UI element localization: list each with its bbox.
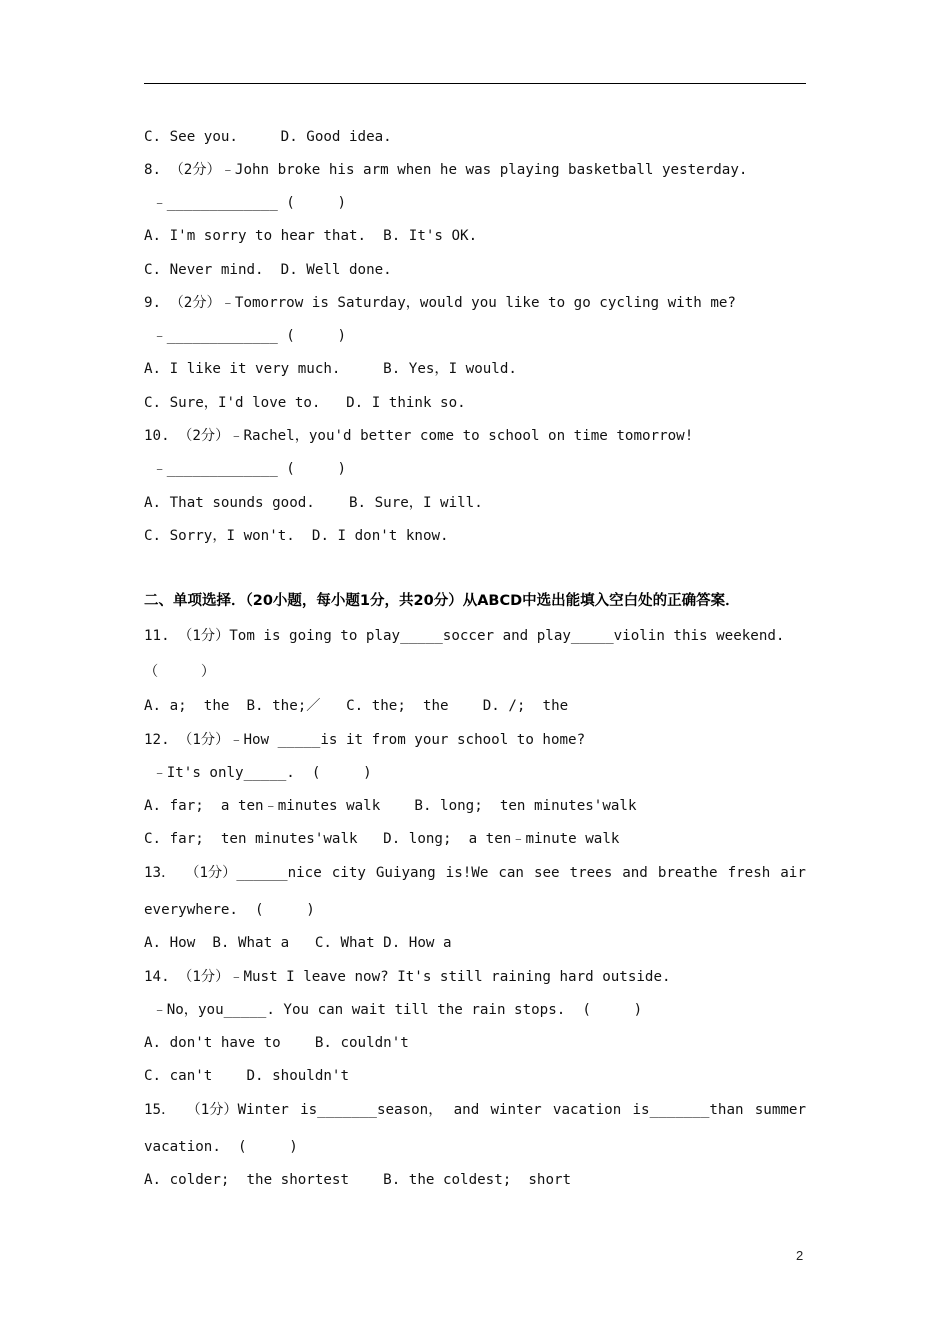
q13-prompt	[144, 864, 806, 882]
q9-prompt: 9. （2分）﹣Tomorrow is Saturday，would you like to go cycling with me?	[144, 295, 736, 311]
q15-answer-line: vacation. ( )	[144, 1139, 298, 1155]
q9-answer-blank: ﹣_____________ ( )	[144, 328, 347, 344]
q14-options-cd: C. can't D. shouldn't	[144, 1068, 349, 1084]
section-2-heading: 二、单项选择．（20小题，每小题1分，共20分）从ABCD中选出能填入空白处的正确答案．	[144, 593, 740, 609]
q15-word: is_______than	[632, 1102, 744, 1118]
q15-options-ab: A. colder; the shortest B. the coldest; short	[144, 1172, 572, 1188]
header-rule	[144, 83, 806, 84]
q12-prompt: 12. （1分）﹣How _____is it from your school to home?	[144, 732, 586, 748]
q15-word: （1分）Winter	[186, 1102, 289, 1118]
q11-answer-paren: （ ）	[144, 664, 216, 680]
q7-options-cd: C. See you. D. Good idea.	[144, 129, 392, 145]
q12-answer-line: ﹣It's only_____. ( )	[144, 765, 372, 781]
q13-answer-line: everywhere. ( )	[144, 902, 315, 918]
q13-word: Guiyang	[375, 865, 436, 881]
q10-prompt: 10. （2分）﹣Rachel，you'd better come to school on time tomorrow!	[144, 428, 694, 444]
q13-word: and	[622, 865, 648, 881]
q8-options-ab: A. I'm sorry to hear that. B. It's OK.	[144, 228, 478, 244]
q9-options-cd: C. Sure，I'd love to. D. I think so.	[144, 395, 466, 411]
q14-answer-line: ﹣No，you_____. You can wait till the rain stops. ( )	[144, 1002, 643, 1018]
q13-word: is!We	[445, 865, 489, 881]
q15-word: is_______season，	[300, 1102, 443, 1118]
q10-options-cd: C. Sorry，I won't. D. I don't know.	[144, 528, 449, 544]
q13-word: breathe	[657, 865, 718, 881]
q10-answer-blank: ﹣_____________ ( )	[144, 461, 347, 477]
q8-options-cd: C. Never mind. D. Well done.	[144, 262, 392, 278]
q13-word: city	[331, 865, 366, 881]
q15-word: 15．	[144, 1102, 176, 1118]
q15-word: summer	[754, 1102, 806, 1118]
q11-options: A. a; the B. the;／ C. the; the D. /; the	[144, 698, 569, 714]
q13-word: see	[533, 865, 560, 881]
q15-word: vacation	[552, 1102, 622, 1118]
q15-prompt	[144, 1101, 806, 1119]
q8-prompt: 8. （2分）﹣John broke his arm when he was playing basketball yesterday.	[144, 162, 748, 178]
q12-options-cd: C. far; ten minutes'walk D. long; a ten﹣minute walk	[144, 831, 620, 847]
q13-word: 13．	[144, 865, 176, 881]
q15-word: winter	[490, 1102, 542, 1118]
q13-word: fresh	[727, 865, 771, 881]
q10-options-ab: A. That sounds good. B. Sure，I will.	[144, 495, 483, 511]
q13-word: can	[498, 865, 524, 881]
q13-word: （1分）______nice	[185, 865, 322, 881]
q13-options: A. How B. What a C. What D. How a	[144, 935, 452, 951]
q13-word: trees	[569, 865, 613, 881]
q14-options-ab: A. don't have to B. couldn't	[144, 1035, 409, 1051]
q14-prompt: 14. （1分）﹣Must I leave now? It's still raining hard outside.	[144, 969, 671, 985]
q8-answer-blank: ﹣_____________ ( )	[144, 195, 347, 211]
page-number: 2	[796, 1248, 804, 1263]
q12-options-ab: A. far; a ten﹣minutes walk B. long; ten minutes'walk	[144, 798, 637, 814]
q15-word: and	[453, 1102, 480, 1118]
q9-options-ab: A. I like it very much. B. Yes，I would.	[144, 361, 517, 377]
q11-prompt: 11. （1分）Tom is going to play_____soccer and play_____violin this weekend.	[144, 628, 785, 644]
q13-word: air	[780, 865, 806, 881]
